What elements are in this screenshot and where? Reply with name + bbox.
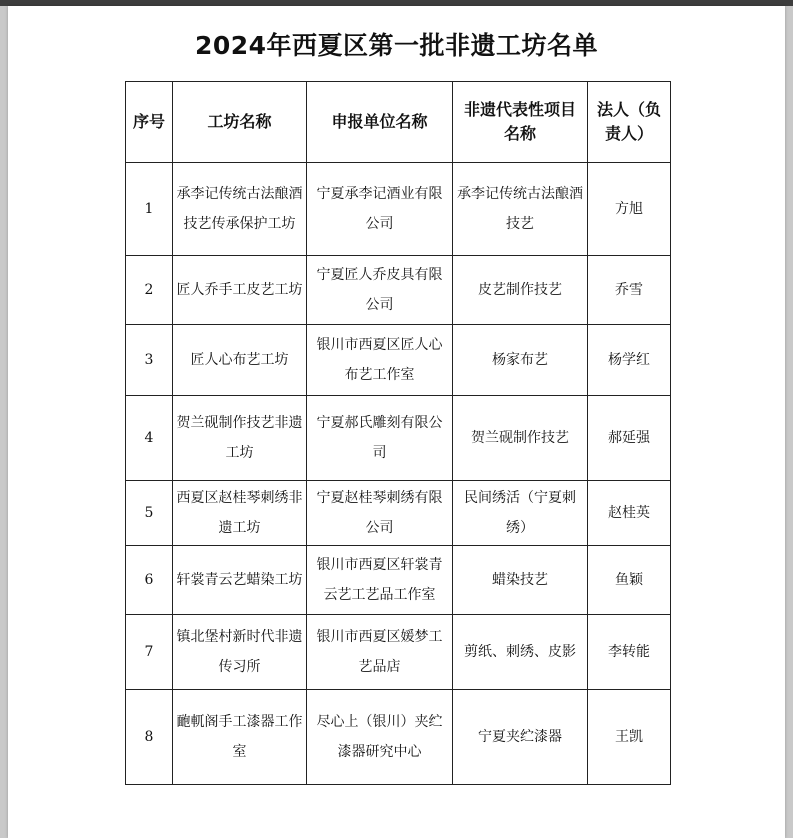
header-applicant-unit: 申报单位名称 — [307, 82, 453, 163]
table-row — [126, 615, 671, 690]
legal-person-cell: 乔雪 — [588, 256, 671, 325]
row-index: 1 — [126, 163, 173, 256]
table-row — [126, 396, 671, 481]
header-index: 序号 — [126, 82, 173, 163]
applicant-unit-cell: 尽心上（银川）夹纻漆器研究中心 — [307, 690, 453, 785]
heritage-project-cell: 贺兰砚制作技艺 — [453, 396, 588, 481]
heritage-project-cell: 剪纸、刺绣、皮影 — [453, 615, 588, 690]
workshop-table — [125, 81, 671, 785]
heritage-project-cell: 承李记传统古法酿酒技艺 — [453, 163, 588, 256]
legal-person-cell: 郝延强 — [588, 396, 671, 481]
document-title: 2024年西夏区第一批非遗工坊名单 — [194, 31, 599, 60]
table-row — [126, 325, 671, 396]
table-row — [126, 163, 671, 256]
workshop-name-cell: 靤軏阁手工漆器工作室 — [173, 690, 307, 785]
row-index: 3 — [126, 325, 173, 396]
applicant-unit-cell: 宁夏赵桂琴刺绣有限公司 — [307, 481, 453, 546]
applicant-unit-cell: 宁夏匠人乔皮具有限公司 — [307, 256, 453, 325]
legal-person-cell: 方旭 — [588, 163, 671, 256]
table-row — [126, 256, 671, 325]
row-index: 6 — [126, 546, 173, 615]
table-row — [126, 690, 671, 785]
row-index: 8 — [126, 690, 173, 785]
header-workshop-name: 工坊名称 — [173, 82, 307, 163]
workshop-name-cell: 西夏区赵桂琴刺绣非遗工坊 — [173, 481, 307, 546]
workshop-name-cell: 匠人乔手工皮艺工坊 — [173, 256, 307, 325]
legal-person-cell: 王凯 — [588, 690, 671, 785]
table-row — [126, 481, 671, 546]
row-index: 7 — [126, 615, 173, 690]
legal-person-cell: 鱼颖 — [588, 546, 671, 615]
applicant-unit-cell: 银川市西夏区媛梦工艺品店 — [307, 615, 453, 690]
workshop-name-cell: 匠人心布艺工坊 — [173, 325, 307, 396]
heritage-project-cell: 杨家布艺 — [453, 325, 588, 396]
row-index: 4 — [126, 396, 173, 481]
applicant-unit-cell: 宁夏承李记酒业有限公司 — [307, 163, 453, 256]
applicant-unit-cell: 银川市西夏区轩裳青云艺工艺品工作室 — [307, 546, 453, 615]
workshop-name-cell: 贺兰砚制作技艺非遗工坊 — [173, 396, 307, 481]
legal-person-cell: 赵桂英 — [588, 481, 671, 546]
heritage-project-cell: 皮艺制作技艺 — [453, 256, 588, 325]
header-heritage-project: 非遗代表性项目名称 — [453, 82, 588, 163]
header-legal-person: 法人（负责人） — [588, 82, 671, 163]
applicant-unit-cell: 银川市西夏区匠人心布艺工作室 — [307, 325, 453, 396]
heritage-project-cell: 宁夏夹纻漆器 — [453, 690, 588, 785]
workshop-name-cell: 轩裳青云艺蜡染工坊 — [173, 546, 307, 615]
workshop-name-cell: 承李记传统古法酿酒技艺传承保护工坊 — [173, 163, 307, 256]
legal-person-cell: 李转能 — [588, 615, 671, 690]
row-index: 5 — [126, 481, 173, 546]
legal-person-cell: 杨学红 — [588, 325, 671, 396]
applicant-unit-cell: 宁夏郝氏雕刻有限公司 — [307, 396, 453, 481]
document-page — [8, 6, 785, 838]
heritage-project-cell: 蜡染技艺 — [453, 546, 588, 615]
row-index: 2 — [126, 256, 173, 325]
workshop-name-cell: 镇北堡村新时代非遗传习所 — [173, 615, 307, 690]
table-row — [126, 546, 671, 615]
heritage-project-cell: 民间绣活（宁夏刺绣） — [453, 481, 588, 546]
table-header-row — [126, 82, 671, 163]
